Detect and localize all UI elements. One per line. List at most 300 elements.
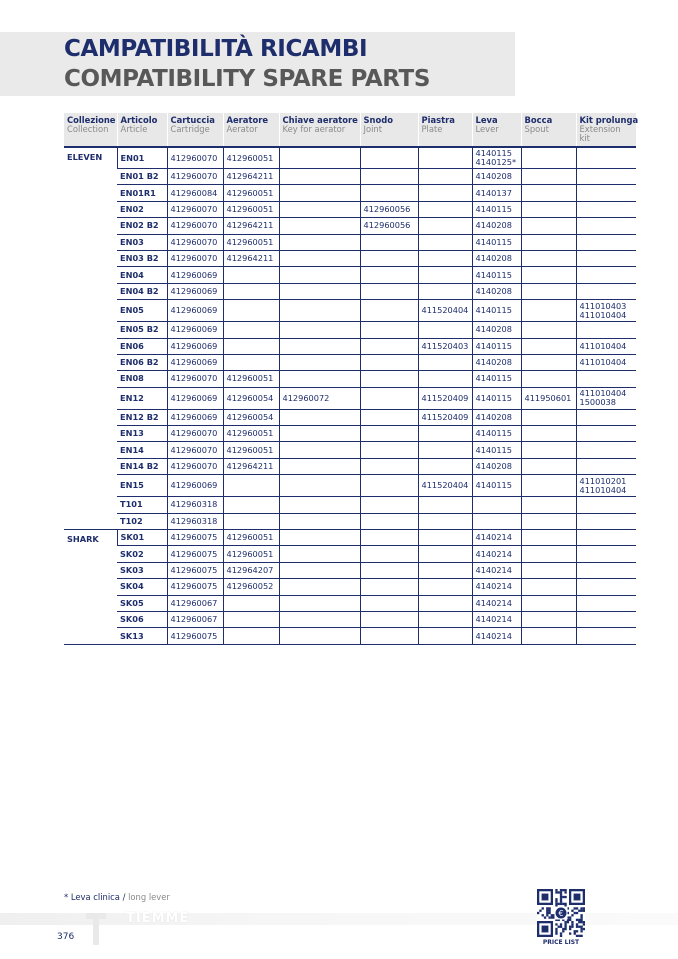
cell-cartridge: 412960084 xyxy=(167,185,223,201)
table-row xyxy=(64,300,636,322)
table-row xyxy=(64,595,636,611)
cell-aerator xyxy=(223,628,279,644)
cell-lever: 4140115 xyxy=(472,300,521,322)
cell-aerator xyxy=(223,475,279,497)
cell-spout xyxy=(521,283,576,299)
cell-cartridge: 412960075 xyxy=(167,530,223,546)
cell-joint xyxy=(360,300,418,322)
cell-spout xyxy=(521,147,576,169)
cell-plate xyxy=(418,530,472,546)
cell-lever: 4140115 xyxy=(472,387,521,409)
cell-plate xyxy=(418,442,472,458)
cell-extension-kit xyxy=(576,201,636,217)
cell-extension-kit xyxy=(576,546,636,562)
page-title-english: COMPATIBILITY SPARE PARTS xyxy=(64,66,430,92)
cell-cartridge: 412960069 xyxy=(167,283,223,299)
cell-aerator xyxy=(223,611,279,627)
cell-joint xyxy=(360,426,418,442)
cell-extension-kit xyxy=(576,267,636,283)
cell-article: EN01 xyxy=(117,147,167,169)
cell-spout xyxy=(521,322,576,338)
table-row xyxy=(64,442,636,458)
cell-article: SK06 xyxy=(117,611,167,627)
cell-article: EN04 B2 xyxy=(117,283,167,299)
page-number: 376 xyxy=(57,932,75,942)
cell-aerator: 412960051 xyxy=(223,147,279,169)
cell-joint xyxy=(360,546,418,562)
table-row xyxy=(64,234,636,250)
cell-spout xyxy=(521,546,576,562)
cell-key-for-aerator xyxy=(279,562,360,578)
table-row xyxy=(64,628,636,644)
table-row xyxy=(64,322,636,338)
cell-joint xyxy=(360,267,418,283)
svg-text:€: € xyxy=(558,909,564,918)
cell-lever: 4140115 xyxy=(472,201,521,217)
header-extension-kit: Kit prolunga Extension kit xyxy=(576,113,636,147)
cell-aerator xyxy=(223,322,279,338)
cell-joint xyxy=(360,283,418,299)
cell-lever: 4140214 xyxy=(472,562,521,578)
brand-logo-icon xyxy=(86,913,106,945)
cell-plate xyxy=(418,595,472,611)
cell-article: EN02 xyxy=(117,201,167,217)
cell-lever: 4140214 xyxy=(472,611,521,627)
cell-extension-kit xyxy=(576,562,636,578)
cell-key-for-aerator xyxy=(279,371,360,387)
cell-article: EN03 xyxy=(117,234,167,250)
cell-plate xyxy=(418,458,472,474)
cell-key-for-aerator xyxy=(279,201,360,217)
cell-joint xyxy=(360,409,418,425)
cell-collection: SHARK xyxy=(64,530,117,645)
cell-spout xyxy=(521,267,576,283)
cell-cartridge: 412960318 xyxy=(167,513,223,529)
cell-key-for-aerator xyxy=(279,354,360,370)
cell-extension-kit xyxy=(576,409,636,425)
cell-joint: 412960056 xyxy=(360,201,418,217)
cell-spout xyxy=(521,475,576,497)
cell-spout xyxy=(521,530,576,546)
cell-lever: 4140115 xyxy=(472,475,521,497)
cell-spout xyxy=(521,442,576,458)
cell-key-for-aerator xyxy=(279,147,360,169)
cell-article: EN14 B2 xyxy=(117,458,167,474)
cell-aerator: 412964211 xyxy=(223,250,279,266)
cell-spout xyxy=(521,458,576,474)
cell-cartridge: 412960069 xyxy=(167,475,223,497)
cell-key-for-aerator xyxy=(279,611,360,627)
cell-key-for-aerator xyxy=(279,513,360,529)
cell-spout xyxy=(521,201,576,217)
header-plate: Piastra Plate xyxy=(418,113,472,147)
cell-plate xyxy=(418,185,472,201)
cell-article: EN12 xyxy=(117,387,167,409)
table-row xyxy=(64,201,636,217)
header-collection: Collezione Collection xyxy=(64,113,117,147)
cell-plate: 411520403 xyxy=(418,338,472,354)
cell-article: EN06 B2 xyxy=(117,354,167,370)
cell-key-for-aerator xyxy=(279,218,360,234)
cell-lever: 4140214 xyxy=(472,628,521,644)
cell-article: EN12 B2 xyxy=(117,409,167,425)
cell-article: SK04 xyxy=(117,579,167,595)
cell-cartridge: 412960070 xyxy=(167,218,223,234)
cell-key-for-aerator xyxy=(279,475,360,497)
cell-key-for-aerator xyxy=(279,267,360,283)
cell-lever: 4140214 xyxy=(472,530,521,546)
cell-joint xyxy=(360,579,418,595)
cell-article: EN02 B2 xyxy=(117,218,167,234)
cell-plate xyxy=(418,283,472,299)
cell-spout: 411950601 xyxy=(521,387,576,409)
table-row xyxy=(64,579,636,595)
cell-cartridge: 412960069 xyxy=(167,322,223,338)
cell-lever: 4140214 xyxy=(472,579,521,595)
cell-plate xyxy=(418,147,472,169)
cell-cartridge: 412960075 xyxy=(167,562,223,578)
cell-cartridge: 412960070 xyxy=(167,458,223,474)
cell-joint xyxy=(360,611,418,627)
cell-lever: 4140208 xyxy=(472,409,521,425)
table-row xyxy=(64,185,636,201)
table-header-row xyxy=(64,113,636,147)
cell-spout xyxy=(521,300,576,322)
cell-extension-kit xyxy=(576,530,636,546)
cell-key-for-aerator xyxy=(279,409,360,425)
table-row xyxy=(64,562,636,578)
cell-spout xyxy=(521,562,576,578)
cell-cartridge: 412960070 xyxy=(167,147,223,169)
cell-lever: 4140208 xyxy=(472,218,521,234)
cell-article: EN14 xyxy=(117,442,167,458)
cell-key-for-aerator xyxy=(279,579,360,595)
table-row xyxy=(64,338,636,354)
cell-plate xyxy=(418,371,472,387)
cell-aerator: 412964211 xyxy=(223,169,279,185)
cell-plate xyxy=(418,234,472,250)
cell-plate: 411520404 xyxy=(418,300,472,322)
cell-joint xyxy=(360,338,418,354)
header-key-for-aerator: Chiave aeratore Key for aerator xyxy=(279,113,360,147)
cell-extension-kit xyxy=(576,169,636,185)
cell-lever: 4140115 xyxy=(472,426,521,442)
cell-aerator xyxy=(223,267,279,283)
cell-article: SK03 xyxy=(117,562,167,578)
header-aerator: Aeratore Aerator xyxy=(223,113,279,147)
cell-joint xyxy=(360,234,418,250)
header-lever: Leva Lever xyxy=(472,113,521,147)
cell-article: SK02 xyxy=(117,546,167,562)
cell-article: SK13 xyxy=(117,628,167,644)
cell-extension-kit xyxy=(576,218,636,234)
table-row xyxy=(64,267,636,283)
cell-joint xyxy=(360,371,418,387)
cell-lever: 4140115 xyxy=(472,234,521,250)
table-row xyxy=(64,475,636,497)
cell-extension-kit: 411010404 xyxy=(576,338,636,354)
cell-cartridge: 412960070 xyxy=(167,250,223,266)
cell-aerator: 412960051 xyxy=(223,234,279,250)
cell-cartridge: 412960070 xyxy=(167,426,223,442)
table-row xyxy=(64,169,636,185)
cell-article: EN04 xyxy=(117,267,167,283)
cell-aerator: 412964211 xyxy=(223,458,279,474)
cell-aerator: 412964211 xyxy=(223,218,279,234)
cell-spout xyxy=(521,250,576,266)
header-spout: Bocca Spout xyxy=(521,113,576,147)
cell-extension-kit xyxy=(576,628,636,644)
cell-cartridge: 412960069 xyxy=(167,387,223,409)
cell-extension-kit: 411010201 411010404 xyxy=(576,475,636,497)
cell-key-for-aerator xyxy=(279,497,360,513)
cell-plate: 411520404 xyxy=(418,475,472,497)
cell-key-for-aerator xyxy=(279,530,360,546)
cell-cartridge: 412960075 xyxy=(167,628,223,644)
cell-spout xyxy=(521,234,576,250)
cell-lever: 4140214 xyxy=(472,595,521,611)
cell-article: EN08 xyxy=(117,371,167,387)
cell-plate xyxy=(418,250,472,266)
cell-joint xyxy=(360,147,418,169)
cell-joint xyxy=(360,250,418,266)
cell-lever xyxy=(472,513,521,529)
cell-extension-kit xyxy=(576,147,636,169)
price-list-label: PRICE LIST xyxy=(542,939,580,946)
cell-spout xyxy=(521,513,576,529)
cell-cartridge: 412960069 xyxy=(167,354,223,370)
cell-article: EN03 B2 xyxy=(117,250,167,266)
cell-aerator xyxy=(223,595,279,611)
cell-article: EN01R1 xyxy=(117,185,167,201)
page-title-italian: CAMPATIBILITÀ RICAMBI xyxy=(64,36,368,62)
cell-joint xyxy=(360,458,418,474)
cell-joint xyxy=(360,513,418,529)
cell-plate xyxy=(418,201,472,217)
cell-extension-kit xyxy=(576,234,636,250)
cell-spout xyxy=(521,338,576,354)
table-row xyxy=(64,354,636,370)
cell-cartridge: 412960069 xyxy=(167,267,223,283)
cell-plate xyxy=(418,513,472,529)
cell-joint xyxy=(360,475,418,497)
cell-aerator: 412960051 xyxy=(223,185,279,201)
cell-cartridge: 412960075 xyxy=(167,546,223,562)
cell-aerator: 412960051 xyxy=(223,426,279,442)
cell-article: EN01 B2 xyxy=(117,169,167,185)
cell-spout xyxy=(521,169,576,185)
cell-article: EN15 xyxy=(117,475,167,497)
cell-extension-kit xyxy=(576,322,636,338)
cell-plate xyxy=(418,267,472,283)
cell-article: T101 xyxy=(117,497,167,513)
cell-key-for-aerator xyxy=(279,426,360,442)
table-row xyxy=(64,250,636,266)
qr-code-icon[interactable] xyxy=(537,889,585,937)
cell-lever: 4140115 xyxy=(472,371,521,387)
table-row xyxy=(64,530,636,546)
cell-extension-kit xyxy=(576,426,636,442)
cell-extension-kit: 411010403 411010404 xyxy=(576,300,636,322)
cell-cartridge: 412960070 xyxy=(167,234,223,250)
cell-spout xyxy=(521,628,576,644)
cell-extension-kit xyxy=(576,595,636,611)
cell-lever: 4140115 4140125* xyxy=(472,147,521,169)
cell-cartridge: 412960067 xyxy=(167,611,223,627)
table-row xyxy=(64,371,636,387)
cell-joint xyxy=(360,530,418,546)
cell-plate xyxy=(418,354,472,370)
cell-extension-kit xyxy=(576,371,636,387)
cell-joint xyxy=(360,595,418,611)
cell-collection: ELEVEN xyxy=(64,147,117,530)
cell-extension-kit xyxy=(576,283,636,299)
table-row xyxy=(64,611,636,627)
cell-key-for-aerator: 412960072 xyxy=(279,387,360,409)
header-article: Articolo Article xyxy=(117,113,167,147)
cell-key-for-aerator xyxy=(279,185,360,201)
footnote: * Leva clinica / long lever xyxy=(64,892,170,902)
cell-article: EN05 B2 xyxy=(117,322,167,338)
cell-lever: 4140115 xyxy=(472,267,521,283)
cell-key-for-aerator xyxy=(279,628,360,644)
cell-joint xyxy=(360,185,418,201)
cell-aerator: 412960051 xyxy=(223,546,279,562)
table-row xyxy=(64,513,636,529)
cell-joint xyxy=(360,354,418,370)
cell-lever: 4140137 xyxy=(472,185,521,201)
cell-key-for-aerator xyxy=(279,283,360,299)
cell-lever: 4140208 xyxy=(472,354,521,370)
cell-spout xyxy=(521,354,576,370)
cell-plate: 411520409 xyxy=(418,409,472,425)
brand-name: TIEMME xyxy=(126,911,190,926)
table-row xyxy=(64,546,636,562)
table-body xyxy=(64,147,636,644)
table-row xyxy=(64,283,636,299)
cell-cartridge: 412960067 xyxy=(167,595,223,611)
cell-plate xyxy=(418,546,472,562)
cell-extension-kit xyxy=(576,611,636,627)
cell-joint xyxy=(360,442,418,458)
cell-extension-kit xyxy=(576,442,636,458)
table-row xyxy=(64,426,636,442)
cell-aerator xyxy=(223,283,279,299)
cell-plate: 411520409 xyxy=(418,387,472,409)
cell-article: SK05 xyxy=(117,595,167,611)
cell-lever: 4140208 xyxy=(472,322,521,338)
cell-aerator: 412960054 xyxy=(223,387,279,409)
cell-spout xyxy=(521,409,576,425)
cell-extension-kit xyxy=(576,185,636,201)
cell-lever: 4140115 xyxy=(472,442,521,458)
cell-extension-kit xyxy=(576,497,636,513)
cell-spout xyxy=(521,371,576,387)
cell-lever: 4140214 xyxy=(472,546,521,562)
cell-joint xyxy=(360,497,418,513)
header-cartridge: Cartuccia Cartridge xyxy=(167,113,223,147)
cell-lever: 4140208 xyxy=(472,250,521,266)
cell-spout xyxy=(521,595,576,611)
cell-spout xyxy=(521,426,576,442)
cell-article: SK01 xyxy=(117,530,167,546)
cell-aerator xyxy=(223,513,279,529)
cell-extension-kit xyxy=(576,458,636,474)
table-row xyxy=(64,409,636,425)
cell-cartridge: 412960070 xyxy=(167,201,223,217)
cell-lever: 4140115 xyxy=(472,338,521,354)
cell-aerator xyxy=(223,300,279,322)
cell-key-for-aerator xyxy=(279,322,360,338)
cell-aerator: 412960054 xyxy=(223,409,279,425)
cell-cartridge: 412960069 xyxy=(167,409,223,425)
cell-plate xyxy=(418,426,472,442)
cell-spout xyxy=(521,218,576,234)
cell-aerator: 412960052 xyxy=(223,579,279,595)
cell-key-for-aerator xyxy=(279,338,360,354)
cell-cartridge: 412960069 xyxy=(167,338,223,354)
cell-plate xyxy=(418,611,472,627)
cell-extension-kit: 411010404 xyxy=(576,354,636,370)
header-joint: Snodo Joint xyxy=(360,113,418,147)
cell-cartridge: 412960069 xyxy=(167,300,223,322)
cell-aerator: 412960051 xyxy=(223,371,279,387)
cell-article: T102 xyxy=(117,513,167,529)
cell-cartridge: 412960070 xyxy=(167,371,223,387)
cell-plate xyxy=(418,322,472,338)
table-row xyxy=(64,387,636,409)
cell-aerator: 412960051 xyxy=(223,442,279,458)
cell-joint xyxy=(360,169,418,185)
cell-joint xyxy=(360,562,418,578)
cell-plate xyxy=(418,628,472,644)
cell-plate xyxy=(418,497,472,513)
cell-key-for-aerator xyxy=(279,458,360,474)
cell-plate xyxy=(418,562,472,578)
cell-lever xyxy=(472,497,521,513)
cell-cartridge: 412960318 xyxy=(167,497,223,513)
cell-key-for-aerator xyxy=(279,250,360,266)
cell-aerator: 412960051 xyxy=(223,201,279,217)
cell-key-for-aerator xyxy=(279,595,360,611)
cell-lever: 4140208 xyxy=(472,169,521,185)
cell-cartridge: 412960070 xyxy=(167,442,223,458)
compatibility-table xyxy=(64,113,639,645)
cell-aerator xyxy=(223,497,279,513)
cell-key-for-aerator xyxy=(279,546,360,562)
table-row xyxy=(64,147,636,169)
cell-key-for-aerator xyxy=(279,234,360,250)
cell-aerator xyxy=(223,338,279,354)
cell-spout xyxy=(521,611,576,627)
cell-key-for-aerator xyxy=(279,169,360,185)
cell-key-for-aerator xyxy=(279,442,360,458)
cell-extension-kit: 411010404 1500038 xyxy=(576,387,636,409)
cell-aerator xyxy=(223,354,279,370)
cell-article: EN05 xyxy=(117,300,167,322)
cell-spout xyxy=(521,185,576,201)
cell-plate xyxy=(418,579,472,595)
cell-extension-kit xyxy=(576,513,636,529)
cell-lever: 4140208 xyxy=(472,458,521,474)
cell-article: EN06 xyxy=(117,338,167,354)
cell-joint xyxy=(360,628,418,644)
table-row xyxy=(64,218,636,234)
table-row xyxy=(64,497,636,513)
cell-cartridge: 412960070 xyxy=(167,169,223,185)
cell-joint xyxy=(360,387,418,409)
cell-cartridge: 412960075 xyxy=(167,579,223,595)
